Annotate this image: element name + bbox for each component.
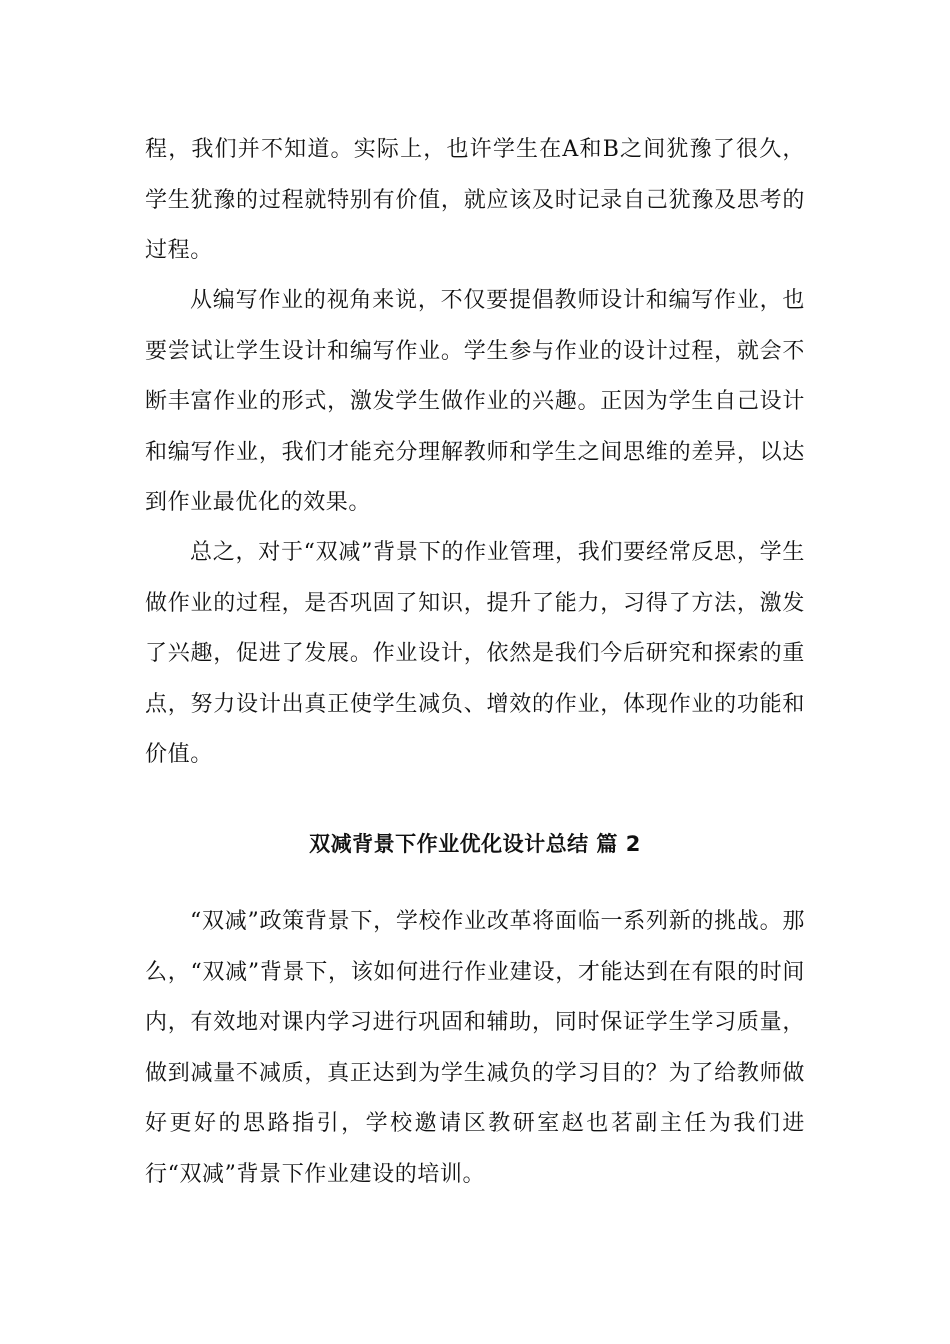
paragraph-summary: 总之，对于“双减”背景下的作业管理，我们要经常反思，学生做作业的过程，是否巩固了知识，提升了能力，习得了方法，激发了兴趣，促进了发展。作业设计，依然是我们今后研究和探索的重点，努力设计出真正使学生减负、增效的作业，体现作业的功能和价值。 — [145, 540, 805, 767]
paragraph-continuation: 程，我们并不知道。实际上，也许学生在A和B之间犹豫了很久，学生犹豫的过程就特别有价值，就应该及时记录自己犹豫及思考的过程。 — [145, 137, 805, 263]
paragraph-student-designed-homework: 从编写作业的视角来说，不仅要提倡教师设计和编写作业，也要尝试让学生设计和编写作业。学生参与作业的设计过程，就会不断丰富作业的形式，激发学生做作业的兴趣。正因为学生自己设计和编写作业，我们才能充分理解教师和学生之间思维的差异，以达到作业最优化的效果。 — [145, 288, 805, 515]
paragraph-section-2-intro: “双减”政策背景下，学校作业改革将面临一系列新的挑战。那么，“双减”背景下，该如何进行作业建设，才能达到在有限的时间内，有效地对课内学习进行巩固和辅助，同时保证学生学习质量，做到减量不减质，真正达到为学生减负的学习目的？为了给教师做好更好的思路指引，学校邀请区教研室赵也茗副主任为我们进行“双减”背景下作业建设的培训。 — [145, 909, 805, 1187]
section-heading: 双减背景下作业优化设计总结 篇 2 — [309, 832, 641, 856]
